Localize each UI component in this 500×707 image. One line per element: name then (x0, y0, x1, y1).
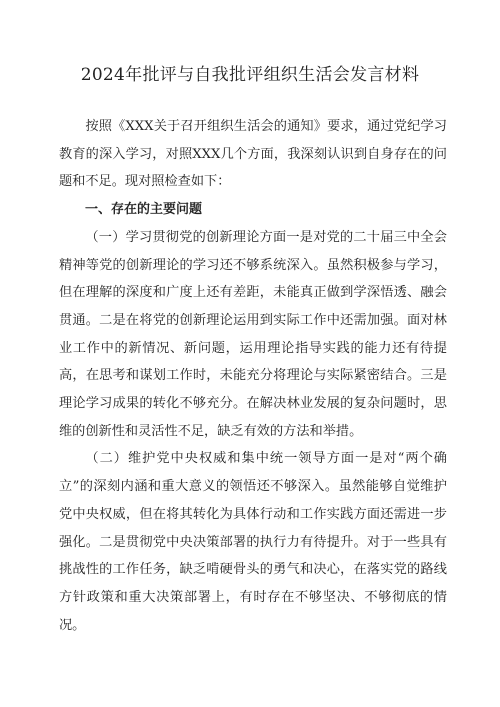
paragraph-theory-study: （一）学习贯彻党的创新理论方面一是对党的二十届三中全会精神等党的创新理论的学习还不够系统深入。虽然积极参与学习，但在理解的深度和广度上还有差距，未能真正做到学深悟透、融会贯通。二是在将党的创新理论运用到实际工作中还需加强。面对林业工作中的新情况、新问题，运用理论指导实践的能力还有待提高，在思考和谋划工作时，未能充分将理论与实际紧密结合。三是理论学习成果的转化不够充分。在解决林业发展的复杂问题时，思维的创新性和灵活性不足，缺乏有效的方法和举措。 (59, 229, 447, 439)
section-heading: 一、存在的主要问题 (85, 202, 203, 218)
paragraph-central-authority: （二）维护党中央权威和集中统一领导方面一是对“两个确立”的深刻内涵和重大意义的领悟还不够深入。虽然能够自觉维护党中央权威，但在将其转化为具体行动和工作实践方面还需进一步强化。二是贯彻党中央决策部署的执行力有待提升。对于一些具有挑战性的工作任务，缺乏啃硬骨头的勇气和决心，在落实党的路线方针政策和重大决策部署上，有时存在不够坚决、不够彻底的情况。 (59, 451, 447, 633)
document-body (59, 113, 447, 639)
intro-paragraph: 按照《XXX关于召开组织生活会的通知》要求，通过党纪学习教育的深入学习，对照XXX几个方面，我深刻认识到自身存在的问题和不足。现对照检查如下： (59, 119, 447, 190)
document-title: 2024年批评与自我批评组织生活会发言材料 (80, 65, 420, 85)
